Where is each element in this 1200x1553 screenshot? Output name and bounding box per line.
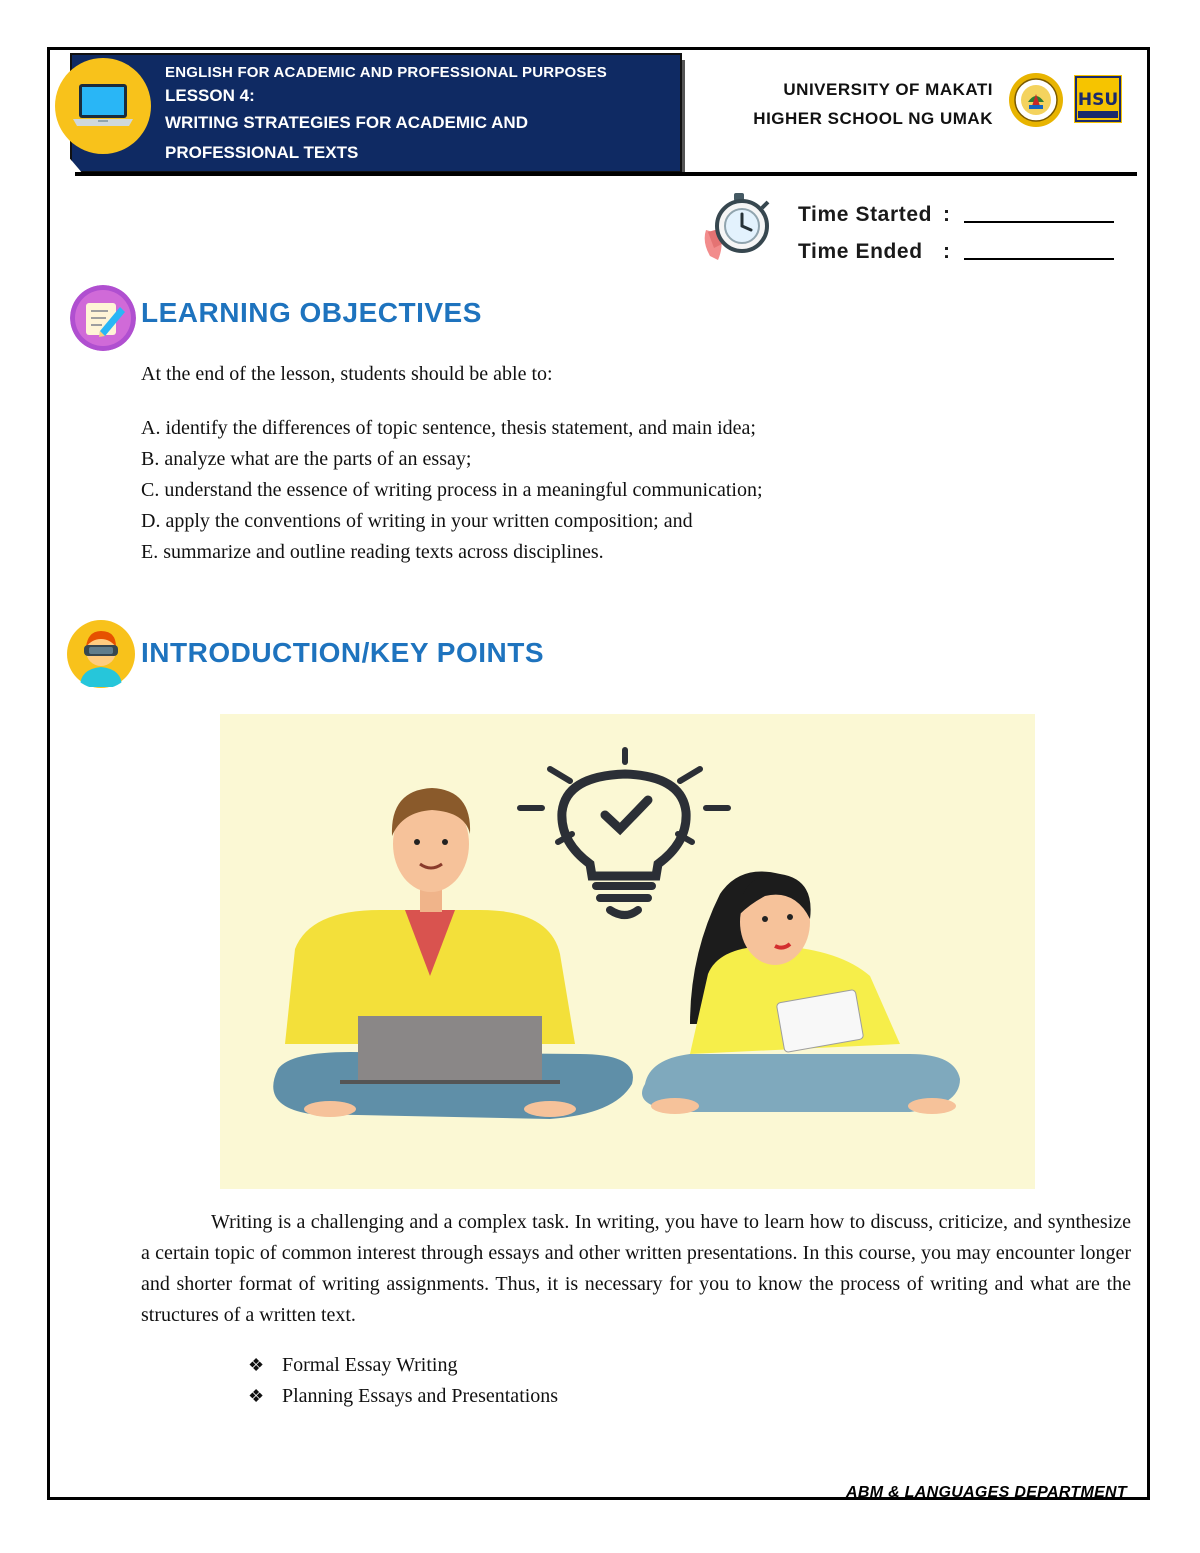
banner-text (165, 64, 607, 168)
list-item (248, 1350, 558, 1381)
university-line2: HIGHER SCHOOL NG UMAK (753, 109, 993, 128)
list-item-label: Planning Essays and Presentations (282, 1385, 559, 1407)
objectives-intro: At the end of the lesson, students should be able to: (141, 363, 553, 385)
list-item (248, 1381, 558, 1412)
header-rule (75, 172, 1137, 176)
university-name (735, 75, 993, 133)
lesson-title-line1: WRITING STRATEGIES FOR ACADEMIC AND (165, 113, 528, 132)
vr-headset-avatar-icon (66, 619, 136, 689)
time-ended-label: Time Ended (798, 240, 923, 263)
diamond-bullet-icon: ❖ (248, 1386, 265, 1406)
key-points-list (248, 1350, 558, 1412)
time-ended-colon: : (943, 240, 951, 263)
list-item: D. apply the conventions of writing in your written composition; and (141, 510, 693, 532)
list-item: E. summarize and outline reading texts across disciplines. (141, 541, 604, 563)
lesson-number: LESSON 4: (165, 86, 255, 105)
students-lightbulb-illustration (220, 714, 1035, 1189)
lesson-title (165, 108, 607, 168)
stopwatch-icon (700, 190, 780, 265)
time-started-field[interactable] (964, 221, 1114, 223)
time-ended-row (798, 240, 951, 264)
university-line1: UNIVERSITY OF MAKATI (783, 80, 993, 99)
introduction-heading: INTRODUCTION/KEY POINTS (141, 637, 545, 668)
laptop-icon (55, 58, 151, 154)
list-item: B. analyze what are the parts of an essay; (141, 448, 472, 470)
learning-objectives-heading: LEARNING OBJECTIVES (141, 297, 482, 328)
lesson-title-line2: PROFESSIONAL TEXTS (165, 143, 359, 162)
course-title: ENGLISH FOR ACADEMIC AND PROFESSIONAL PURPOSES (165, 64, 608, 81)
list-item: C. understand the essence of writing process in a meaningful communication; (141, 479, 763, 501)
university-seal-icon (1008, 72, 1064, 128)
department-footer: ABM & LANGUAGES DEPARTMENT (846, 1484, 1127, 1501)
svg-text:HSU: HSU (1077, 90, 1119, 110)
notepad-pencil-icon (70, 285, 136, 351)
diamond-bullet-icon: ❖ (248, 1355, 265, 1375)
list-item: A. identify the differences of topic sentence, thesis statement, and main idea; (141, 417, 756, 439)
introduction-paragraph: Writing is a challenging and a complex task. In writing, you have to learn how to discuss, criticize, and synthesize a certain topic of common interest through essays and other written presentations. In this course, you may encounter longer and shorter format of writing assignments. Thus, it is necessary for you to know the process of writing and what are the structures of a written text. (141, 1211, 1131, 1326)
time-ended-field[interactable] (964, 258, 1114, 260)
hsu-logo-icon (1074, 75, 1122, 123)
list-item-label: Formal Essay Writing (282, 1354, 458, 1376)
time-started-colon: : (943, 203, 951, 226)
time-started-row (798, 203, 951, 227)
objectives-list (141, 413, 763, 568)
time-started-label: Time Started (798, 203, 933, 226)
